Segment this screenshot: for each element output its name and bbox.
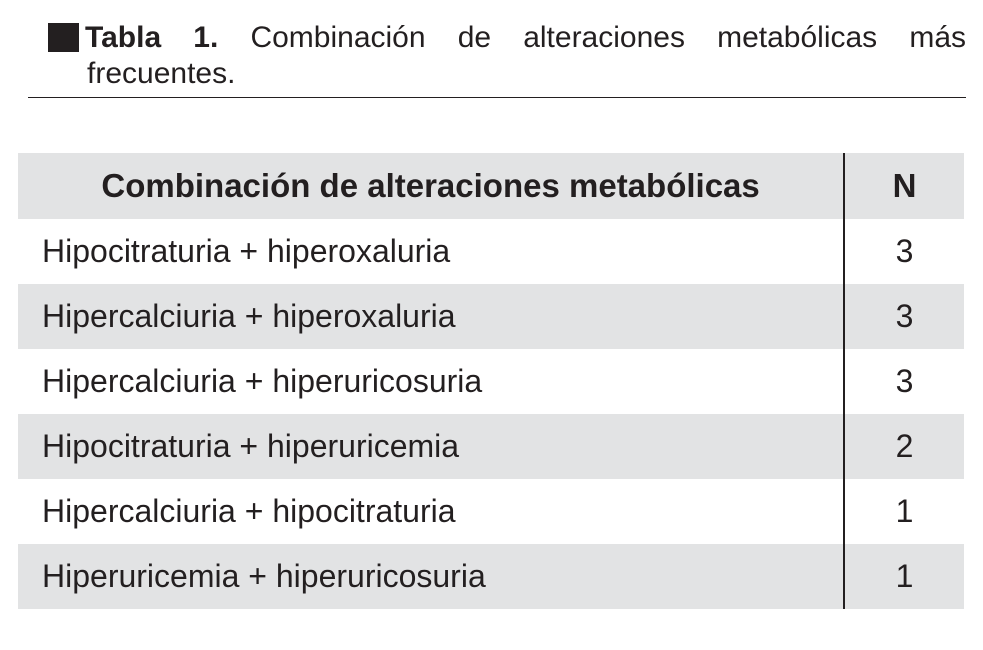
table-row [18, 219, 964, 284]
table-row [18, 544, 964, 609]
row-n: 3 [895, 233, 914, 269]
caption-label: Tabla 1. [85, 21, 219, 54]
row-n: 3 [844, 284, 964, 349]
row-combination: Hipercalciuria + hipocitraturia [18, 479, 844, 544]
caption-square-marker [48, 23, 79, 52]
header-n: N [844, 153, 964, 219]
row-n: 2 [844, 414, 964, 479]
row-combination: Hipocitraturia + hiperoxaluria [18, 219, 844, 284]
row-n: 1 [844, 544, 964, 609]
table-row [18, 414, 964, 479]
header-combination: Combinación de alteraciones metabólicas [18, 153, 844, 219]
row-combination: Hipercalciuria + hiperoxaluria [18, 284, 844, 349]
table-row [18, 479, 964, 544]
row-combination: Hiperuricemia + hiperuricosuria [18, 544, 844, 609]
caption-divider [28, 97, 966, 98]
caption-text-line2: frecuentes. [87, 57, 236, 90]
caption-text-line1: Combinación de alteraciones metabólicas más [250, 21, 966, 54]
table-caption [48, 20, 966, 56]
table-header-row [18, 153, 964, 219]
data-table [18, 153, 964, 609]
row-n: 3 [895, 363, 914, 399]
table-row [18, 284, 964, 349]
table-row [18, 349, 964, 414]
row-combination: Hipocitraturia + hiperuricemia [18, 414, 844, 479]
row-n: 1 [895, 493, 914, 529]
row-combination: Hipercalciuria + hiperuricosuria [18, 349, 844, 414]
